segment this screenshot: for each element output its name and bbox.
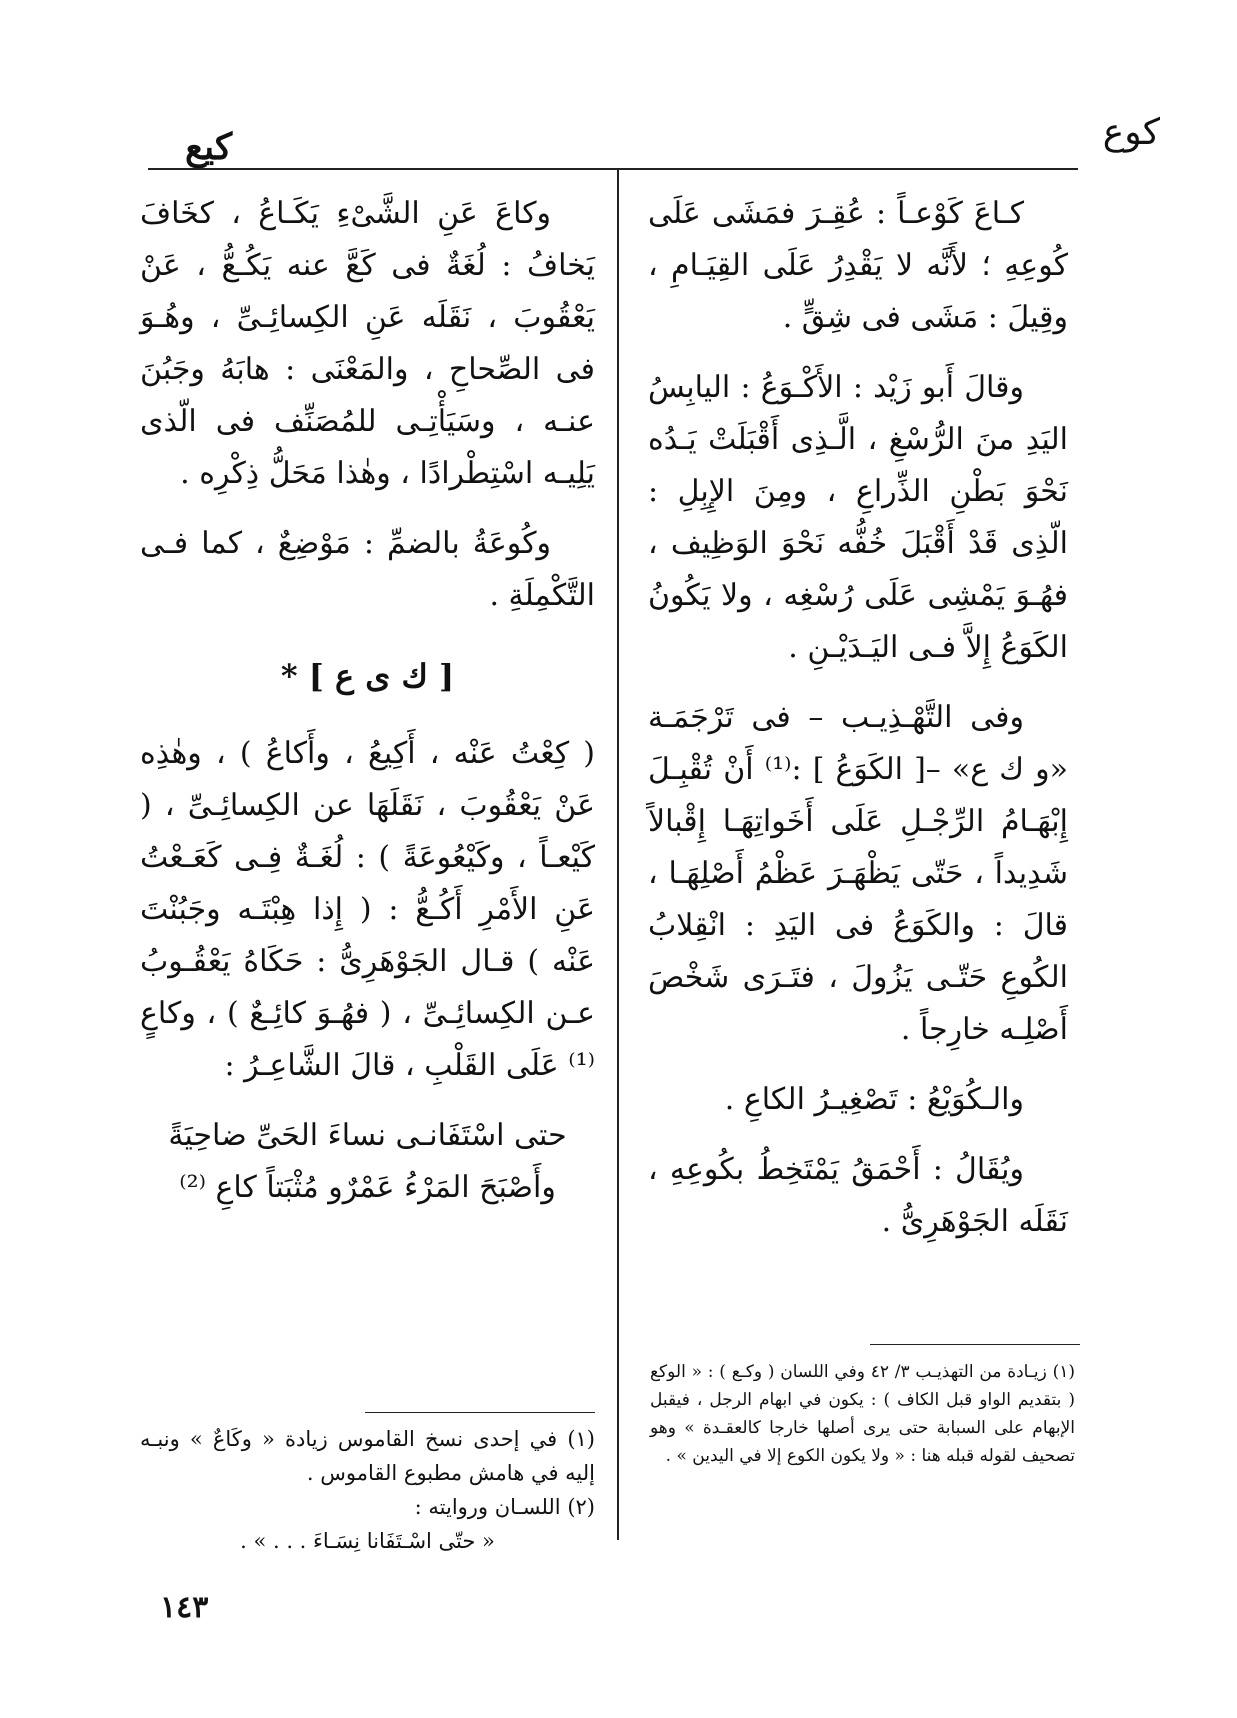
paragraph: وقالَ أَبو زَيْد : الأَكْـوَعُ : اليابِسُ اليَدِ منَ الرُّسْغِ ، الَّـذِى أَقْبَلَتْ يَـدُه نَحْوَ بَطْنِ الذِّراعِ ، ومِنَ الإِبِلِ : الّذِى قَدْ أَقْبَلَ خُفُّه نَحْوَ الوَظِيف ، فهُـوَ يَمْشِى عَلَى رُسْغِه ، ولا يَكُونُ الكَوَعُ إِلاَّ فـى اليَـدَيْـنِ . <box>648 370 1068 665</box>
verse-line: حتى اسْتَفَانـى نساءَ الحَىِّ ضاحِيَةً <box>168 1118 567 1153</box>
footnote-rule-right <box>870 1344 1080 1345</box>
left-column <box>140 188 595 1214</box>
right-column <box>648 188 1068 1266</box>
header-root-right: كوع <box>1102 112 1160 153</box>
footnotes-left <box>140 1422 595 1558</box>
entry-heading: [ ك ى ع ] * <box>280 657 455 695</box>
paragraph: وكُوعَةُ بالضمِّ : مَوْضِعٌ ، كما فـى التَّكْمِلَةِ . <box>140 526 595 613</box>
paragraph: وفى التَّهْـذِيـب – فى تَرْجَمَـة «و ك ع» –[ الكَوَعُ ] :⁽¹⁾ أَنْ تُقْبِـلَ إِبْهَـامُ الرِّجْـلِ عَلَى أَخَواتِهَـا إِقْبالاً شَدِيداً ، حَتّى يَظْهَـرَ عَظْمُ أَصْلِهَـا ، قالَ : والكَوَعُ فى اليَدِ : انْقِلابُ الكُوعِ حَتّـى يَزُولَ ، فتَـرَى شَخْصَ أَصْلِـه خارِجاً . <box>648 700 1068 1047</box>
footnote: « حتّى اسْـتَفَانا نِسَـاءَ . . . » . <box>240 1529 495 1553</box>
paragraph: والـكُوَيْعُ : تَصْغِيـرُ الكاعِ . <box>724 1082 1024 1117</box>
header-rule <box>148 168 1078 170</box>
footnote: (١) زيـادة من التهذيـب ٣/ ٤٢ وفي اللسان ( وكـع ) : « الوكع ( بتقديم الواو قبل الكاف ) : يكون في ابهام الرجل ، فيقبل الإبهام على السبابة حتى يرى أصلها خارجا كالعقـدة » وهو تصحيف لقوله قبله هنا : « ولا يكون الكوع إلا في اليدين » . <box>650 1362 1075 1466</box>
footnotes-right <box>650 1358 1075 1470</box>
footnote: (١) في إحدى نسخ القاموس زيادة « وكَاعٌ » ونبـه إليه في هامش مطبوع القاموس . <box>140 1427 595 1485</box>
footnote-rule-left <box>365 1412 595 1413</box>
page-number: ١٤٣ <box>160 1590 209 1625</box>
paragraph: وكاعَ عَنِ الشَّىْءِ يَكَـاعُ ، كخَافَ يَخافُ : لُغَةٌ فى كَعَّ عنه يَكُـعُّ ، عَنْ يَعْقُوبَ ، نَقَلَه عَنِ الكِسائِـىِّ ، وهُـوَ فى الصِّحاحِ ، والمَعْنَى : هابَهُ وجَبُنَ عنـه ، وسَيَأْتِـى للمُصَنِّف فى الّذى يَلِيـه اسْتِطْرادًا ، وهٰذا مَحَلُّ ذِكْرِه . <box>140 196 595 491</box>
paragraph: كـاعَ كَوْعـاً : عُقِـرَ فمَشَى عَلَى كُوعِهِ ؛ لأَنَّه لا يَقْدِرُ عَلَى القِيَـامِ ، وقِيلَ : مَشَى فى شِقٍّ . <box>648 196 1068 335</box>
header-root-left: كيع <box>185 126 233 168</box>
entry-paragraph: ( كِعْتُ عَنْه ، أَكِيعُ ، وأَكاعُ ) ، وهٰذِه عَنْ يَعْقُوبَ ، نَقَلَهَا عن الكِسائِـىِّ ، ( كَيْعـاً ، وكَيْعُوعَةً ) : لُغَـةٌ فِـى كَعَـعْتُ عَنِ الأَمْرِ أَكُـعُّ : ( إِذا هِبْتَـه وجَبُنْتَ عَنْه ) قـال الجَوْهَرِىُّ : حَكَاهُ يَعْقُـوبُ عـن الكِسائِـىِّ ، ( فهُـوَ كائِـعٌ ) ، وكاعٍ ⁽¹⁾ عَلَى القَلْبِ ، قالَ الشَّاعِـرُ : <box>140 736 595 1083</box>
footnote: (٢) اللسـان وروايته : <box>414 1495 595 1519</box>
paragraph: ويُقَالُ : أَحْمَقُ يَمْتَخِطُ بكُوعِهِ ، نَقَلَه الجَوْهَرِىُّ . <box>648 1152 1068 1239</box>
verse-line: وأَصْبَحَ المَرْءُ عَمْرٌو مُثْبَتاً كاعِ ⁽²⁾ <box>179 1170 556 1205</box>
column-divider <box>617 170 619 1540</box>
